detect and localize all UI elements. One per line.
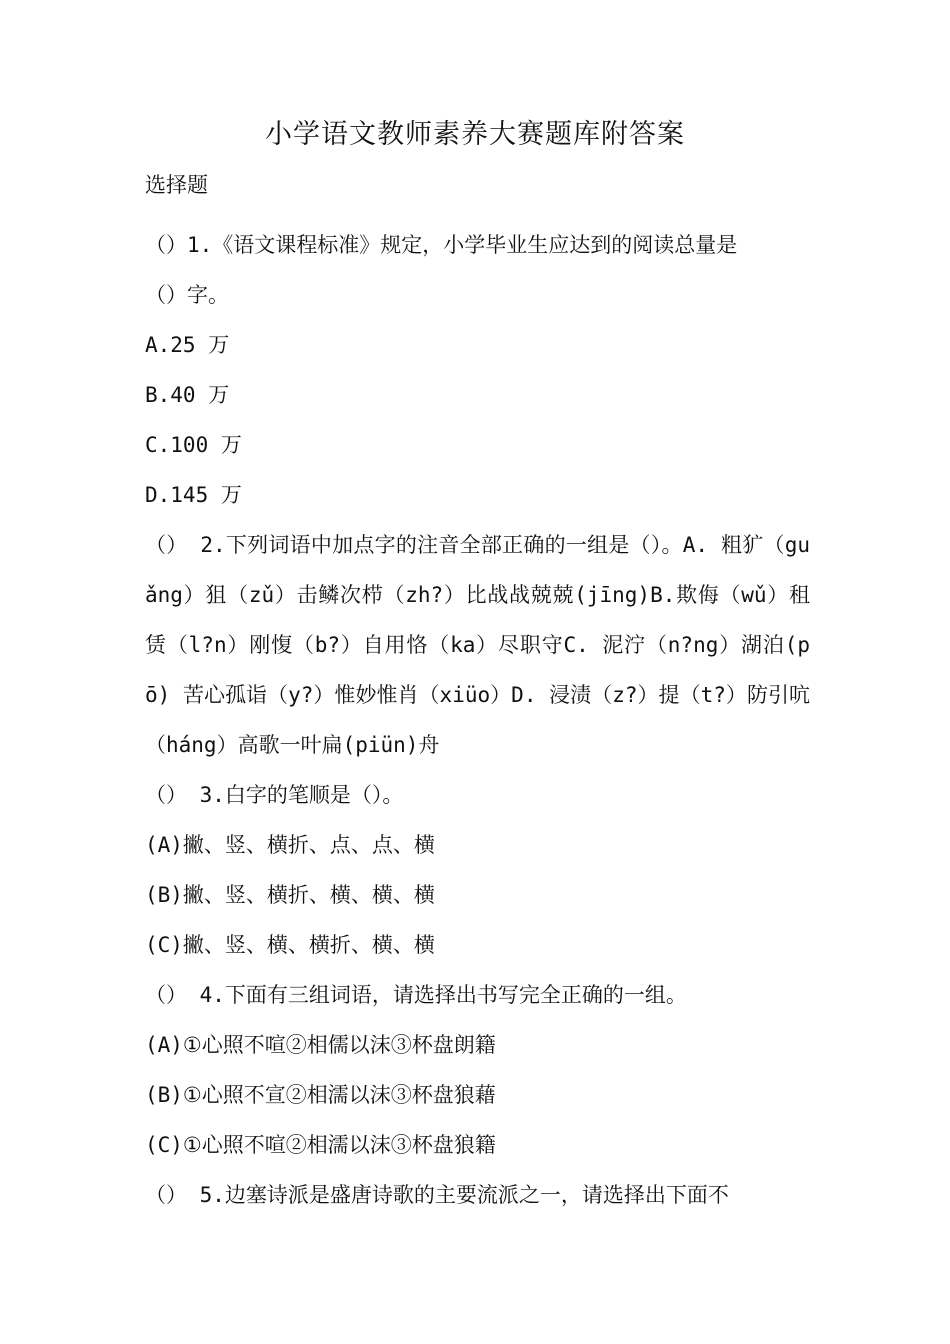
question-4-option-c: (C)①心照不喧②相濡以沫③杯盘狼籍 bbox=[145, 1133, 496, 1157]
question-1-option-d: D.145 万 bbox=[145, 483, 242, 507]
question-1-option-a: A.25 万 bbox=[145, 333, 230, 357]
question-4-option-a: (A)①心照不喧②相儒以沫③杯盘朗籍 bbox=[145, 1033, 496, 1057]
section-heading: 选择题 bbox=[145, 173, 208, 197]
document-title: 小学语文教师素养大赛题库附答案 bbox=[265, 119, 685, 150]
question-2-text: （） 2.下列词语中加点字的注音全部正确的一组是（）。A. 粗犷（guǎng）狙（zǔ）击鳞次栉（zh?）比战战兢兢(jīng)B.欺侮（wǔ）租赁（l?n）刚愎（b?）自用恪（ka）尽职守C. 泥泞（n?ng）湖泊(pō) 苦心孤诣（y?）惟妙惟肖（xiüo）D. 浸渍（z?）提（t?）防引吭（háng）高歌一叶扁(piün)舟 bbox=[145, 533, 810, 757]
question-3-stem: （） 3.白字的笔顺是（）。 bbox=[145, 783, 404, 807]
question-1-line-2: （）字。 bbox=[145, 283, 229, 307]
question-4-option-b: (B)①心照不宣②相濡以沫③杯盘狼藉 bbox=[145, 1083, 496, 1107]
question-3-option-b: (B)撇、竖、横折、横、横、横 bbox=[145, 883, 435, 907]
question-1-option-b: B.40 万 bbox=[145, 383, 230, 407]
question-1-line-1: （）1.《语文课程标准》规定，小学毕业生应达到的阅读总量是 bbox=[145, 233, 738, 257]
question-3-option-c: (C)撇、竖、横、横折、横、横 bbox=[145, 933, 435, 957]
question-3-option-a: (A)撇、竖、横折、点、点、横 bbox=[145, 833, 435, 857]
question-1-option-c: C.100 万 bbox=[145, 433, 242, 457]
question-4-stem: （） 4.下面有三组词语，请选择出书写完全正确的一组。 bbox=[145, 983, 687, 1007]
document-body bbox=[145, 170, 810, 1220]
question-5-stem: （） 5.边塞诗派是盛唐诗歌的主要流派之一，请选择出下面不 bbox=[145, 1183, 729, 1207]
